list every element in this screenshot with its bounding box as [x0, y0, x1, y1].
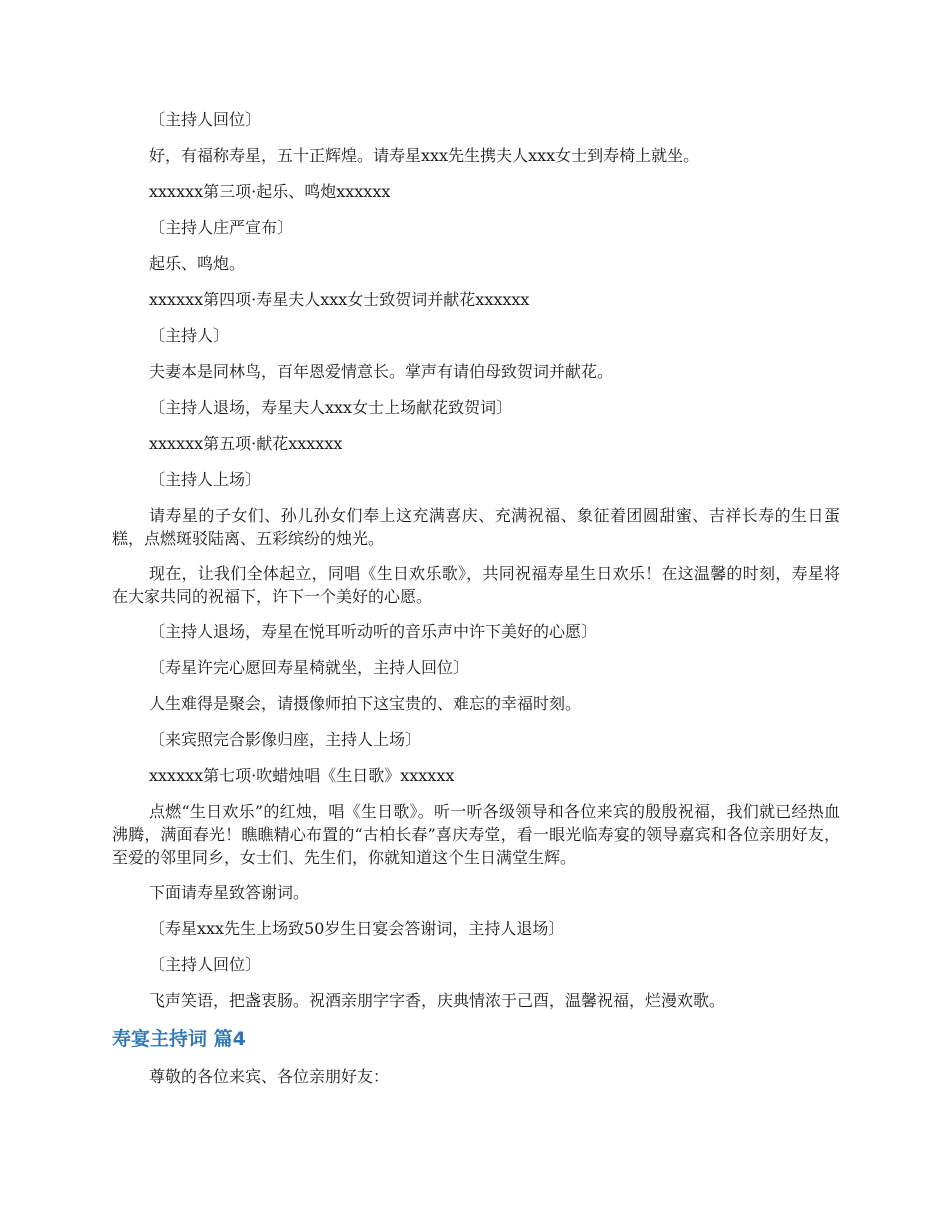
host-line: 飞声笑语，把盏衷肠。祝酒亲朋字字香，庆典情浓于己酉，温馨祝福，烂漫欢歌。 [149, 991, 726, 1010]
program-item: xxxxxx第四项·寿星夫人xxx女士致贺词并献花xxxxxx [149, 290, 530, 309]
stage-direction: 〔主持人〕 [149, 326, 230, 345]
host-line: 起乐、鸣炮。 [149, 254, 246, 273]
stage-direction: 〔主持人上场〕 [149, 470, 262, 489]
program-item: xxxxxx第七项·吹蜡烛唱《生日歌》xxxxxx [149, 766, 455, 785]
host-line: 点燃“生日欢乐”的红烛，唱《生日歌》。听一听各级领导和各位来宾的殷殷祝福，我们就已经热血沸腾，满面春光！瞧瞧精心布置的“古柏长春”喜庆寿堂，看一眼光临寿宴的领导嘉宾和各位亲朋好友，至爱的邻里同乡，女士们、先生们，你就知道这个生日满堂生辉。 [112, 802, 840, 867]
stage-direction: 〔寿星许完心愿回寿星椅就坐，主持人回位〕 [149, 658, 470, 677]
stage-direction: 〔主持人退场，寿星在悦耳听动听的音乐声中许下美好的心愿〕 [149, 622, 598, 641]
stage-direction: 〔主持人回位〕 [149, 955, 262, 974]
host-line: 请寿星的子女们、孙儿孙女们奉上这充满喜庆、充满祝福、象征着团圆甜蜜、吉祥长寿的生日蛋糕，点燃斑驳陆离、五彩缤纷的烛光。 [112, 506, 840, 548]
section-heading: 寿宴主持词 篇4 [112, 1028, 246, 1050]
stage-direction: 〔主持人庄严宣布〕 [149, 218, 294, 237]
stage-direction: 〔寿星xxx先生上场致50岁生日宴会答谢词，主持人退场〕 [149, 919, 565, 938]
document-body [112, 108, 840, 1101]
greeting-line: 尊敬的各位来宾、各位亲朋好友： [149, 1067, 390, 1086]
program-item: xxxxxx第五项·献花xxxxxx [149, 434, 343, 453]
stage-direction: 〔来宾照完合影像归座，主持人上场〕 [149, 730, 422, 749]
host-line: 现在，让我们全体起立，同唱《生日欢乐歌》，共同祝福寿星生日欢乐！在这温馨的时刻，寿星将在大家共同的祝福下，许下一个美好的心愿。 [112, 564, 840, 606]
program-item: xxxxxx第三项·起乐、鸣炮xxxxxx [149, 182, 391, 201]
host-line: 人生难得是聚会，请摄像师拍下这宝贵的、难忘的幸福时刻。 [149, 694, 582, 713]
host-line: 下面请寿星致答谢词。 [149, 883, 310, 902]
stage-direction: 〔主持人退场，寿星夫人xxx女士上场献花致贺词〕 [149, 398, 513, 417]
host-line: 夫妻本是同林鸟，百年恩爱情意长。掌声有请伯母致贺词并献花。 [149, 362, 614, 381]
host-line: 好，有福称寿星，五十正辉煌。请寿星xxx先生携夫人xxx女士到寿椅上就坐。 [149, 146, 700, 165]
stage-direction: 〔主持人回位〕 [149, 110, 262, 129]
